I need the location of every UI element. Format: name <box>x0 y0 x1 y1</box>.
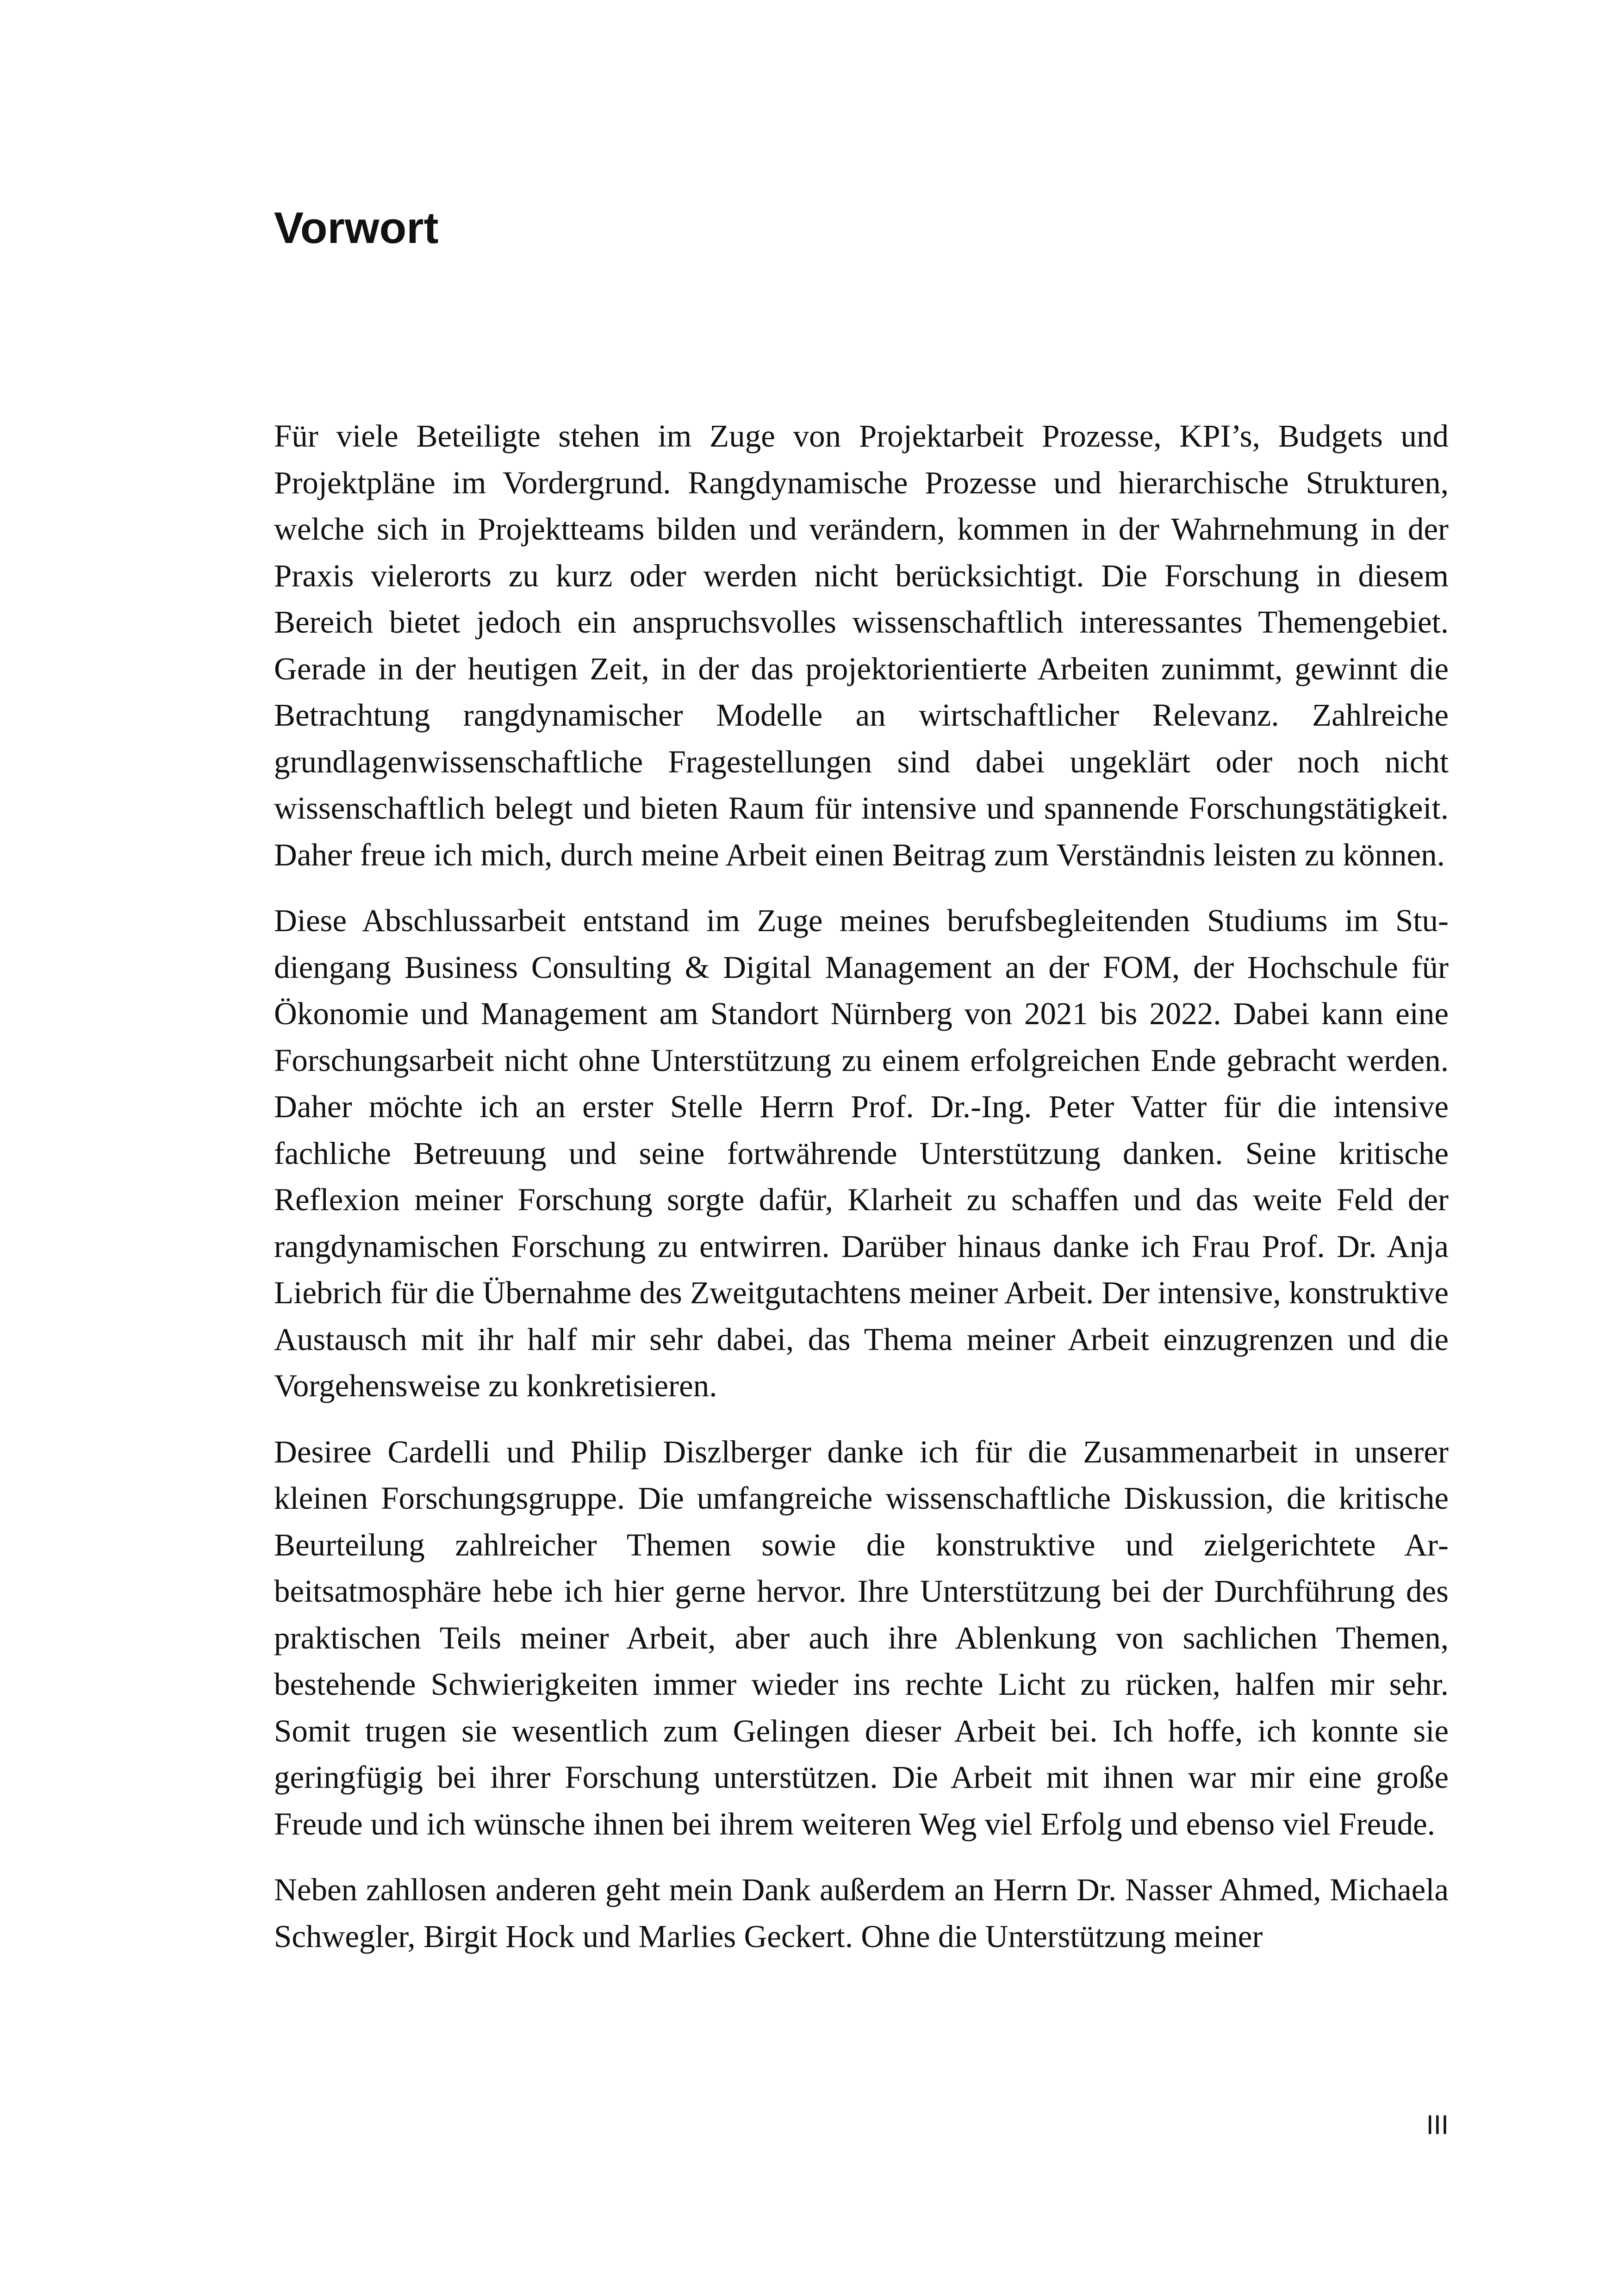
page-number: III <box>1426 2110 1449 2140</box>
paragraph-1: Für viele Beteiligte stehen im Zuge von Projektarbeit Prozesse, KPI’s, Budgets und Projektpläne im Vordergrund. Rangdynamische Prozesse und hierarchische Strukturen, welche sich in Projektteams bilden und verändern, kommen in der Wahrnehmung in der Praxis vielerorts zu kurz oder werden nicht berücksichtigt. Die Forschung in diesem Bereich bietet jedoch ein anspruchsvolles wissenschaftlich interessantes Themengebiet. Gerade in der heutigen Zeit, in der das projektorientierte Arbeiten zunimmt, gewinnt die Betrachtung rangdynamischer Modelle an wirtschaftlicher Relevanz. Zahlreiche grundlagenwissenschaftliche Fragestellungen sind dabei ungeklärt oder noch nicht wissenschaftlich belegt und bieten Raum für intensive und spannende Forschungstätigkeit. Daher freue ich mich, durch meine Arbeit einen Beitrag zum Verständnis leisten zu können. <box>274 418 1449 872</box>
page-title: Vorwort <box>274 203 439 253</box>
paragraph-3: Desiree Cardelli und Philip Diszlberger danke ich für die Zusammenarbeit in unserer kleinen Forschungsgruppe. Die umfangreiche wissenschaftliche Diskussion, die kritische Beurteilung zahlreicher Themen sowie die konstruktive und zielgerichtete Arbeitsatmosphäre hebe ich hier gerne hervor. Ihre Unterstützung bei der Durchführung des praktischen Teils meiner Arbeit, aber auch ihre Ablenkung von sachlichen Themen, bestehende Schwierigkeiten immer wieder ins rechte Licht zu rücken, halfen mir sehr. Somit trugen sie wesentlich zum Gelingen dieser Arbeit bei. Ich hoffe, ich konnte sie geringfügig bei ihrer Forschung unterstützen. Die Arbeit mit ihnen war mir eine große Freude und ich wünsche ihnen bei ihrem weiteren Weg viel Erfolg und ebenso viel Freude. <box>274 1434 1449 1842</box>
body-text <box>274 413 1449 1979</box>
paragraph-4: Neben zahllosen anderen geht mein Dank außerdem an Herrn Dr. Nasser Ahmed, Michaela Schwegler, Birgit Hock und Marlies Geckert. Ohne die Unterstützung meiner <box>274 1872 1449 1954</box>
paragraph-2: Diese Abschlussarbeit entstand im Zuge meines berufsbegleitenden Studiums im Studiengang Business Consulting & Digital Management an der FOM, der Hochschule für Ökonomie und Management am Standort Nürnberg von 2021 bis 2022. Dabei kann eine Forschungsarbeit nicht ohne Unterstützung zu einem erfolgreichen Ende gebracht werden. Daher möchte ich an erster Stelle Herrn Prof. Dr.-Ing. Peter Vatter für die intensive fachliche Betreuung und seine fortwährende Unterstützung danken. Seine kritische Reflexion meiner Forschung sorgte dafür, Klarheit zu schaffen und das weite Feld der rangdynamischen Forschung zu entwirren. Darüber hinaus danke ich Frau Prof. Dr. Anja Liebrich für die Übernahme des Zweitgutachtens meiner Arbeit. Der intensive, konstruktive Austausch mit ihr half mir sehr dabei, das Thema meiner Arbeit einzugrenzen und die Vorgehensweise zu konkretisieren. <box>274 903 1449 1403</box>
